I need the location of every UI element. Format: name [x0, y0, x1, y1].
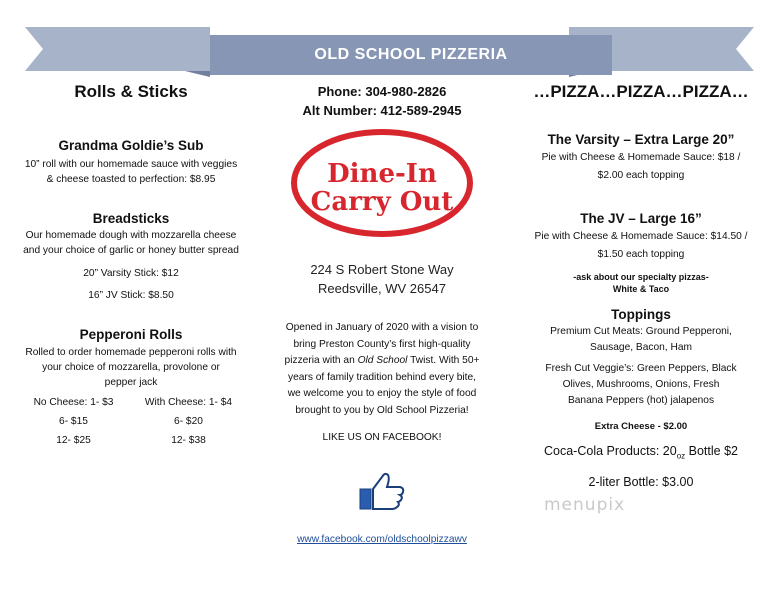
- toppings-title: Toppings: [611, 307, 671, 322]
- coke-price: Bottle $2: [685, 444, 738, 458]
- varsity-stick-price: 20” Varsity Stick: $12: [83, 268, 179, 279]
- section-heading: Rolls & Sticks: [74, 82, 188, 101]
- with-cheese-price: With Cheese: 1- $4: [144, 397, 233, 408]
- logo-line-2: Carry Out: [310, 187, 454, 217]
- watermark: menupix: [544, 495, 626, 515]
- header-banner: [25, 25, 754, 77]
- varsity-topping-price: $2.00 each topping: [597, 170, 685, 181]
- toppings-veggies-2: Olives, Mushrooms, Onions, Fresh: [562, 379, 720, 390]
- toppings-veggies: Fresh Cut Veggie’s: Green Peppers, Black: [545, 363, 737, 374]
- two-liter-price: 2-liter Bottle: $3.00: [588, 474, 694, 489]
- jv-pizza-title: The JV – Large 16”: [580, 211, 702, 226]
- rolls-and-sticks-section: [16, 82, 246, 446]
- phone-number: Phone: 304-980-2826: [317, 84, 447, 99]
- sub-price: & cheese toasted to perfection: $8.95: [46, 174, 216, 185]
- pizza-section: [520, 82, 762, 491]
- pepperoni-description-2: your choice of mozzarella, provolone or: [42, 362, 220, 373]
- price-row: [16, 397, 246, 408]
- price-row: [16, 435, 246, 446]
- about-emphasis: Old School: [357, 355, 408, 366]
- about-text: [268, 320, 496, 419]
- coca-cola-products: [520, 442, 762, 466]
- facebook-callout: LIKE US ON FACEBOOK!: [322, 432, 442, 443]
- about-line: bring Preston County’s first high-quality: [293, 338, 471, 350]
- toppings-meats-2: Sausage, Bacon, Ham: [590, 342, 692, 353]
- jv-stick-price: 16” JV Stick: $8.50: [88, 290, 174, 301]
- no-cheese-price: 12- $25: [56, 435, 91, 446]
- sub-title: Grandma Goldie’s Sub: [58, 138, 204, 153]
- varsity-pizza-price: Pie with Cheese & Homemade Sauce: $18 /: [541, 152, 741, 163]
- address-line-1: 224 S Robert Stone Way: [310, 262, 454, 277]
- price-row: [16, 416, 246, 427]
- alt-phone-number: Alt Number: 412-589-2945: [302, 103, 462, 118]
- about-text-part: Twist. With 50+: [407, 355, 480, 366]
- jv-topping-price: $1.50 each topping: [597, 249, 685, 260]
- breadsticks-description-2: and your choice of garlic or honey butter spread: [23, 245, 239, 256]
- about-line: years of family tradition behind every bite,: [288, 371, 476, 383]
- about-line: Opened in January of 2020 with a vision to: [285, 322, 479, 333]
- logo-line-1: Dine-In: [327, 159, 437, 189]
- extra-cheese-price: Extra Cheese - $2.00: [594, 421, 688, 432]
- toppings-veggies-3: Banana Peppers (hot) jalapenos: [567, 395, 715, 406]
- pepperoni-description: Rolled to order homemade pepperoni rolls with: [25, 347, 237, 358]
- address-line-2: Reedsville, WV 26547: [318, 281, 446, 296]
- specialty-types: White & Taco: [612, 284, 670, 294]
- specialty-note: -ask about our specialty pizzas-: [573, 272, 709, 282]
- coke-label: Coca-Cola Products: 20: [544, 444, 677, 458]
- facebook-link[interactable]: www.facebook.com/oldschoolpizzawv: [297, 534, 467, 545]
- dine-in-carry-out-logo: [289, 128, 475, 238]
- thumbs-up-icon[interactable]: [358, 471, 406, 511]
- restaurant-title: OLD SCHOOL PIZZERIA: [210, 35, 612, 75]
- sub-description: 10” roll with our homemade sauce with veggies: [24, 159, 238, 170]
- section-heading: …PIZZA…PIZZA…PIZZA…: [533, 82, 749, 101]
- varsity-pizza-title: The Varsity – Extra Large 20”: [547, 132, 735, 147]
- jv-pizza-price: Pie with Cheese & Homemade Sauce: $14.50 /: [534, 231, 748, 242]
- with-cheese-price: 12- $38: [171, 435, 206, 446]
- pepperoni-rolls-title: Pepperoni Rolls: [79, 327, 183, 342]
- breadsticks-description: Our homemade dough with mozzarella cheese: [25, 230, 237, 241]
- about-line: brought to you by Old School Pizzeria!: [295, 404, 469, 416]
- about-line: we welcome you to enjoy the style of food: [287, 388, 477, 399]
- about-line: [268, 353, 496, 370]
- breadsticks-title: Breadsticks: [92, 211, 170, 226]
- toppings-meats: Premium Cut Meats: Ground Pepperoni,: [550, 326, 732, 337]
- no-cheese-price: 6- $15: [59, 416, 88, 427]
- about-text-part: pizzeria with an: [284, 355, 358, 366]
- contact-section: [268, 82, 496, 547]
- no-cheese-price: No Cheese: 1- $3: [33, 397, 114, 408]
- pepperoni-description-3: pepper jack: [104, 377, 158, 388]
- with-cheese-price: 6- $20: [174, 416, 203, 427]
- coke-unit: oz: [676, 451, 686, 461]
